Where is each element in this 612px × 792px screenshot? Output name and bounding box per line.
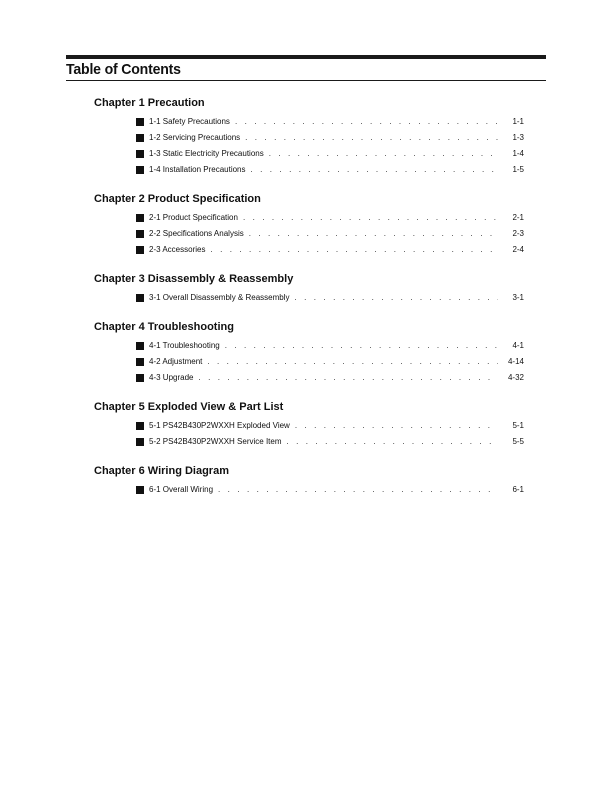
entry-page: 1-5 [512,165,524,174]
entry-label: 5-2 PS42B430P2WXXH Service Item [149,437,282,446]
entry-page: 2-3 [512,229,524,238]
chapter-heading: Chapter 3 Disassembly & Reassembly [94,273,294,285]
dot-leader [218,482,498,498]
chapter-heading: Chapter 5 Exploded View & Part List [94,401,284,413]
square-bullet-icon [136,230,144,238]
entry-label: 1-1 Safety Precautions [149,117,230,126]
dot-leader [243,210,498,226]
square-bullet-icon [136,246,144,254]
square-bullet-icon [136,118,144,126]
toc-entry[interactable] [136,418,524,434]
chapter-heading: Chapter 1 Precaution [94,97,205,109]
entry-page: 1-3 [512,133,524,142]
entry-page: 6-1 [512,485,524,494]
entry-page: 4-14 [507,357,524,366]
chapter-2 [94,192,524,258]
toc-entry[interactable] [136,226,524,242]
dot-leader [207,354,498,370]
entry-label: 6-1 Overall Wiring [149,485,214,494]
square-bullet-icon [136,486,144,494]
square-bullet-icon [136,134,144,142]
entry-label: 3-1 Overall Disassembly & Reassembly [149,293,290,302]
dot-leader [249,226,498,242]
chapter-heading: Chapter 2 Product Specification [94,193,261,205]
entry-label: 2-2 Specifications Analysis [149,229,244,238]
chapter-4 [94,320,524,386]
square-bullet-icon [136,358,144,366]
chapter-heading: Chapter 4 Troubleshooting [94,321,234,333]
entry-label: 1-2 Servicing Precautions [149,133,241,142]
square-bullet-icon [136,438,144,446]
square-bullet-icon [136,150,144,158]
toc-entry[interactable] [136,162,524,178]
chapter-5 [94,400,524,450]
page-title: Table of Contents [66,61,181,78]
square-bullet-icon [136,214,144,222]
square-bullet-icon [136,422,144,430]
toc-entry[interactable] [136,146,524,162]
entry-label: 1-4 Installation Precautions [149,165,246,174]
dot-leader [287,434,498,450]
entry-page: 2-1 [512,213,524,222]
toc-entry[interactable] [136,354,524,370]
chapter-3 [94,272,524,306]
dot-leader [245,130,498,146]
dot-leader [295,290,499,306]
entry-page: 5-1 [512,421,524,430]
dot-leader [198,370,498,386]
square-bullet-icon [136,374,144,382]
toc-entry[interactable] [136,434,524,450]
dot-leader [235,114,498,130]
dot-leader [269,146,498,162]
entry-label: 5-1 PS42B430P2WXXH Exploded View [149,421,290,430]
entry-label: 2-1 Product Specification [149,213,238,222]
entry-page: 5-5 [512,437,524,446]
entry-page: 4-1 [512,341,524,350]
chapter-6 [94,464,524,498]
square-bullet-icon [136,166,144,174]
toc-entry[interactable] [136,210,524,226]
toc-entry[interactable] [136,370,524,386]
top-rule [66,55,546,59]
toc-entry[interactable] [136,338,524,354]
dot-leader [295,418,498,434]
entry-label: 4-2 Adjustment [149,357,203,366]
entry-label: 2-3 Accessories [149,245,206,254]
toc-entry[interactable] [136,290,524,306]
toc-entry[interactable] [136,482,524,498]
entry-page: 1-1 [512,117,524,126]
dot-leader [210,242,498,258]
dot-leader [251,162,499,178]
entry-label: 4-3 Upgrade [149,373,194,382]
toc-entry[interactable] [136,114,524,130]
entry-label: 4-1 Troubleshooting [149,341,220,350]
chapter-heading: Chapter 6 Wiring Diagram [94,465,229,477]
entry-page: 1-4 [512,149,524,158]
toc-entry[interactable] [136,242,524,258]
title-rule [66,80,546,81]
entry-page: 2-4 [512,245,524,254]
entry-page: 4-32 [507,373,524,382]
entry-label: 1-3 Static Electricity Precautions [149,149,264,158]
dot-leader [225,338,498,354]
square-bullet-icon [136,342,144,350]
square-bullet-icon [136,294,144,302]
entry-page: 3-1 [512,293,524,302]
chapter-1 [94,96,524,178]
toc-entry[interactable] [136,130,524,146]
